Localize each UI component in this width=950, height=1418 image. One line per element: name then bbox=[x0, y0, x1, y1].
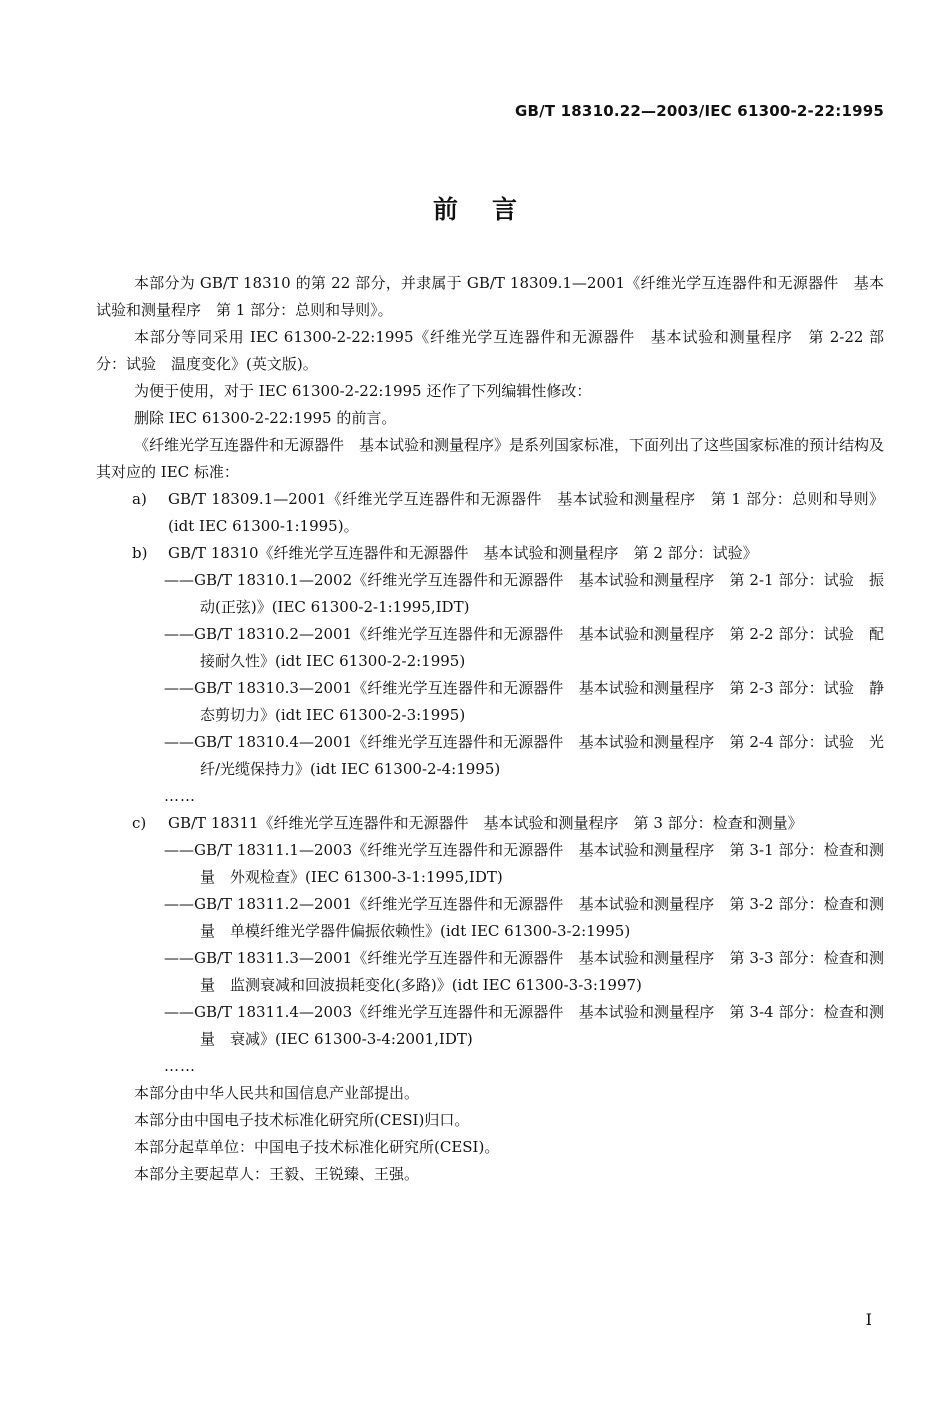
list-marker: b) bbox=[132, 544, 148, 562]
closing-paragraph: 本部分由中华人民共和国信息产业部提出。 bbox=[134, 1084, 420, 1102]
list-marker: a) bbox=[132, 490, 147, 508]
sub-item: ——GB/T 18310.3—2001《纤维光学互连器件和无源器件 基本试验和测量程序 第 2-3 部分：试验 静态剪切力》(idt IEC 61300-2-3:1995) bbox=[164, 679, 884, 724]
standard-number-header: GB/T 18310.22—2003/IEC 61300-2-22:1995 bbox=[514, 102, 884, 120]
closing-paragraph: 本部分起草单位：中国电子技术标准化研究所(CESI)。 bbox=[134, 1138, 500, 1156]
sub-item: ——GB/T 18310.4—2001《纤维光学互连器件和无源器件 基本试验和测量程序 第 2-4 部分：试验 光纤/光缆保持力》(idt IEC 61300-2-4:1995) bbox=[164, 733, 884, 778]
page-number: I bbox=[865, 1310, 872, 1329]
paragraph: 删除 IEC 61300-2-22:1995 的前言。 bbox=[134, 409, 397, 427]
sub-item: ——GB/T 18311.4—2003《纤维光学互连器件和无源器件 基本试验和测量程序 第 3-4 部分：检查和测量 衰减》(IEC 61300-3-4:2001,IDT) bbox=[164, 1003, 884, 1048]
ellipsis: …… bbox=[164, 1057, 196, 1075]
list-item-text: GB/T 18310《纤维光学互连器件和无源器件 基本试验和测量程序 第 2 部分：试验》 bbox=[168, 544, 758, 562]
paragraph: 本部分为 GB/T 18310 的第 22 部分，并隶属于 GB/T 18309.1—2001《纤维光学互连器件和无源器件 基本试验和测量程序 第 1 部分：总则和导则》。 bbox=[96, 274, 884, 319]
list-item-text: GB/T 18311《纤维光学互连器件和无源器件 基本试验和测量程序 第 3 部分：检查和测量》 bbox=[168, 814, 803, 832]
document-body bbox=[96, 270, 884, 1188]
sub-item: ——GB/T 18310.1—2002《纤维光学互连器件和无源器件 基本试验和测量程序 第 2-1 部分：试验 振动(正弦)》(IEC 61300-2-1:1995,IDT) bbox=[164, 571, 884, 616]
page-title: 前言 bbox=[432, 195, 551, 224]
list-item-b bbox=[96, 540, 884, 567]
paragraph: 为便于使用，对于 IEC 61300-2-22:1995 还作了下列编辑性修改： bbox=[134, 382, 592, 400]
list-item-c bbox=[96, 810, 884, 837]
sub-item: ——GB/T 18311.3—2001《纤维光学互连器件和无源器件 基本试验和测量程序 第 3-3 部分：检查和测量 监测衰减和回波损耗变化(多路)》(idt IEC 61300-3-3:1997) bbox=[164, 949, 884, 994]
sub-item: ——GB/T 18310.2—2001《纤维光学互连器件和无源器件 基本试验和测量程序 第 2-2 部分：试验 配接耐久性》(idt IEC 61300-2-2:1995) bbox=[164, 625, 884, 670]
sub-item: ——GB/T 18311.2—2001《纤维光学互连器件和无源器件 基本试验和测量程序 第 3-2 部分：检查和测量 单模纤维光学器件偏振依赖性》(idt IEC 61300-3-2:1995) bbox=[164, 895, 884, 940]
closing-paragraph: 本部分主要起草人：王毅、王锐臻、王强。 bbox=[134, 1165, 420, 1183]
list-item-text: GB/T 18309.1—2001《纤维光学互连器件和无源器件 基本试验和测量程序 第 1 部分：总则和导则》(idt IEC 61300-1:1995)。 bbox=[168, 490, 884, 535]
list-marker: c) bbox=[132, 814, 147, 832]
ellipsis: …… bbox=[164, 787, 196, 805]
closing-paragraph: 本部分由中国电子技术标准化研究所(CESI)归口。 bbox=[134, 1111, 470, 1129]
list-item-a bbox=[96, 486, 884, 540]
paragraph: 《纤维光学互连器件和无源器件 基本试验和测量程序》是系列国家标准，下面列出了这些国家标准的预计结构及其对应的 IEC 标准： bbox=[96, 436, 885, 481]
sub-item: ——GB/T 18311.1—2003《纤维光学互连器件和无源器件 基本试验和测量程序 第 3-1 部分：检查和测量 外观检查》(IEC 61300-3-1:1995,IDT) bbox=[164, 841, 884, 886]
paragraph: 本部分等同采用 IEC 61300-2-22:1995《纤维光学互连器件和无源器件 基本试验和测量程序 第 2-22 部分：试验 温度变化》(英文版)。 bbox=[96, 328, 884, 373]
